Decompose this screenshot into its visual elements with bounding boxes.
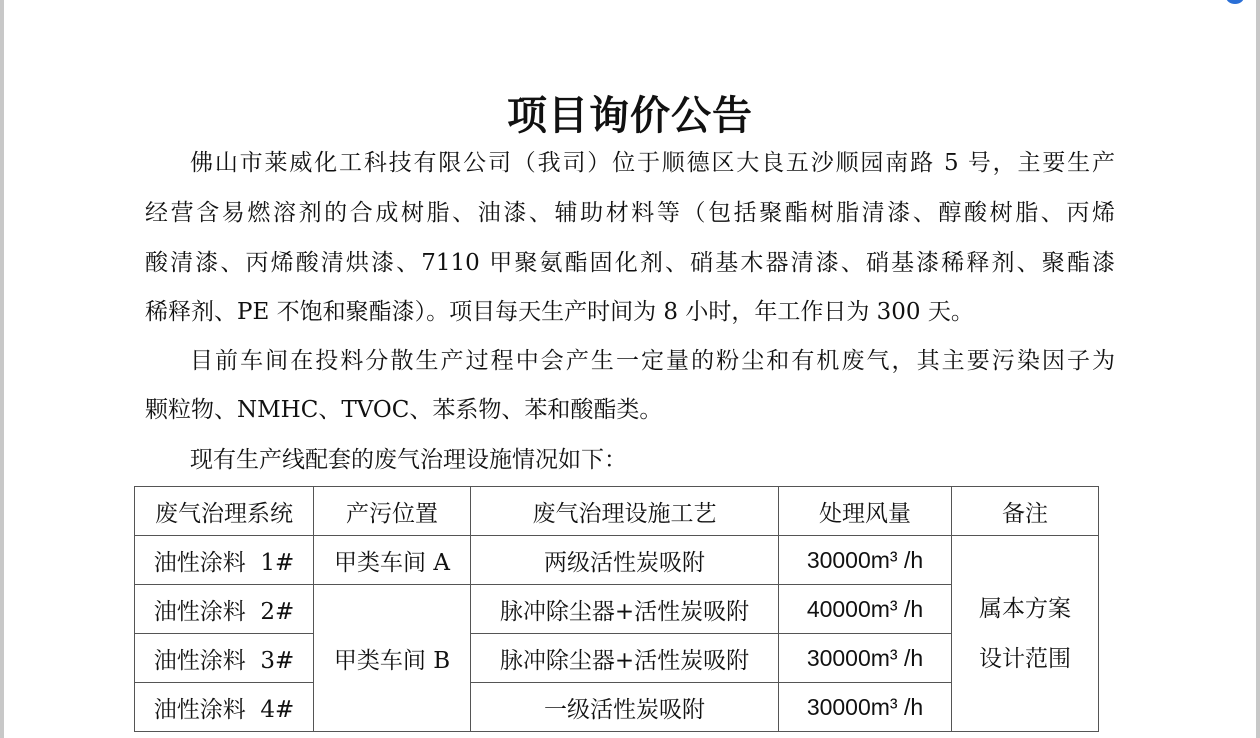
- system-cell: 油性涂料 3#: [135, 634, 314, 683]
- system-cell: 油性涂料 4#: [135, 683, 314, 732]
- note-cell: [952, 536, 1099, 732]
- floating-button[interactable]: [1226, 0, 1244, 4]
- system-cell: 油性涂料 2#: [135, 585, 314, 634]
- paragraph-line: 现有生产线配套的废气治理设施情况如下：: [190, 447, 627, 473]
- header-cell: 废气治理设施工艺: [471, 487, 779, 536]
- header-cell: 处理风量: [779, 487, 952, 536]
- paragraph-line: 稀释剂、PE 不饱和聚酯漆）。项目每天生产时间为 8 小时，年工作日为 300 天。: [145, 299, 974, 325]
- facility-table: [134, 486, 1099, 732]
- page-title: 项目询价公告: [507, 93, 753, 139]
- process-cell: 脉冲除尘器+活性炭吸附: [471, 585, 779, 634]
- header-cell: 产污位置: [314, 487, 471, 536]
- note-line: 设计范围: [979, 645, 1071, 672]
- paragraph-line: 目前车间在投料分散生产过程中会产生一定量的粉尘和有机废气，其主要污染因子为: [190, 348, 1115, 374]
- paragraph-line: 经营含易燃溶剂的合成树脂、油漆、辅助材料等（包括聚酯树脂清漆、醇酸树脂、丙烯: [145, 200, 1115, 226]
- system-cell: 油性涂料 1#: [135, 536, 314, 585]
- process-cell: 一级活性炭吸附: [471, 683, 779, 732]
- process-cell: 脉冲除尘器+活性炭吸附: [471, 634, 779, 683]
- note-line: 属本方案: [979, 595, 1071, 622]
- location-cell: 甲类车间 A: [314, 536, 471, 585]
- paragraph-line: 佛山市莱威化工科技有限公司（我司）位于顺德区大良五沙顺园南路 5 号，主要生产: [190, 150, 1115, 176]
- header-cell: 废气治理系统: [135, 487, 314, 536]
- location-cell: 甲类车间 B: [314, 585, 471, 732]
- process-cell: 两级活性炭吸附: [471, 536, 779, 585]
- flow-cell: 30000m³ /h: [779, 634, 952, 683]
- flow-cell: 40000m³ /h: [779, 585, 952, 634]
- header-cell: 备注: [952, 487, 1099, 536]
- flow-cell: 30000m³ /h: [779, 683, 952, 732]
- paragraph-line: 颗粒物、NMHC、TVOC、苯系物、苯和酸酯类。: [145, 397, 663, 423]
- flow-cell: 30000m³ /h: [779, 536, 952, 585]
- paragraph-line: 酸清漆、丙烯酸清烘漆、7110 甲聚氨酯固化剂、硝基木器清漆、硝基漆稀释剂、聚酯漆: [145, 250, 1115, 276]
- table-header-row: [135, 487, 1099, 536]
- table-row: [135, 536, 1099, 585]
